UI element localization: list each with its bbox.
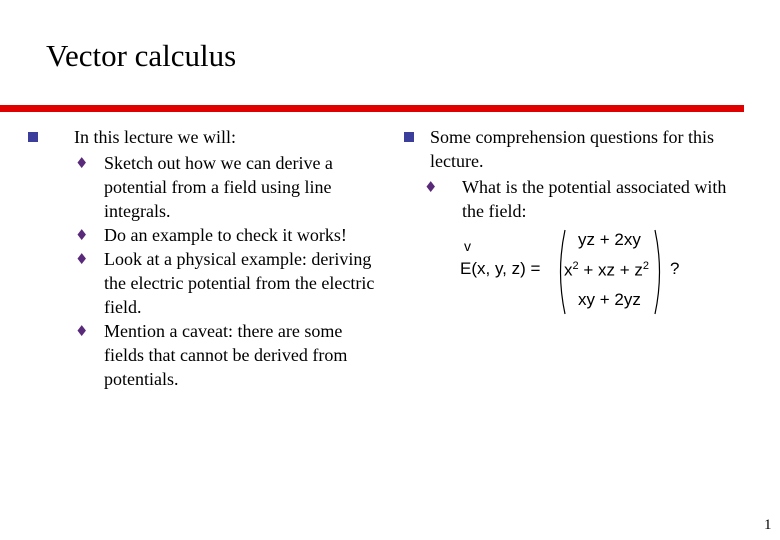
slide-title: Vector calculus [46, 38, 237, 73]
left-sub-list [28, 151, 378, 391]
right-paren-icon [652, 228, 666, 316]
left-column [28, 125, 378, 391]
left-sub-item-text: Sketch out how we can derive a potential from a field using line integrals. [104, 153, 333, 221]
left-sub-item-text: Do an example to check it works! [104, 225, 347, 245]
vector-row-3: xy + 2yz [578, 290, 641, 309]
diamond-bullet-icon: ♦ [75, 154, 89, 172]
diamond-bullet-icon: ♦ [424, 178, 438, 196]
right-column [404, 125, 734, 223]
left-sub-item [28, 247, 378, 319]
field-equation [460, 228, 690, 320]
row2-x: x [564, 260, 573, 280]
square-bullet-icon [28, 132, 38, 142]
row2-exp-1: 2 [572, 260, 579, 272]
equation-lhs: E(x, y, z) = [460, 259, 541, 278]
left-sub-item [28, 223, 378, 247]
vector-arrow-mark: v [464, 238, 471, 254]
equation-question-mark: ? [670, 259, 680, 278]
title-divider [0, 105, 744, 112]
square-bullet-icon [404, 132, 414, 142]
diamond-bullet-icon: ♦ [75, 250, 89, 268]
page-number: 1 [764, 517, 772, 533]
left-intro-item [28, 125, 378, 149]
left-sub-item-text: Look at a physical example: deriving the electric potential from the electric field. [104, 249, 375, 317]
diamond-bullet-icon: ♦ [75, 226, 89, 244]
left-intro-text: In this lecture we will: [74, 127, 236, 147]
right-intro-item [404, 125, 734, 173]
right-sub-list [404, 175, 734, 223]
left-sub-item [28, 319, 378, 391]
diamond-bullet-icon: ♦ [75, 322, 89, 340]
vector-row-2 [564, 260, 649, 281]
left-sub-item-text: Mention a caveat: there are some fields that cannot be derived from potentials. [104, 321, 348, 389]
right-intro-text: Some comprehension questions for this lecture. [430, 127, 714, 171]
right-sub-item-text: What is the potential associated with the field: [462, 177, 727, 221]
right-sub-item [404, 175, 734, 223]
row2-exp-2: 2 [642, 260, 649, 272]
left-sub-item [28, 151, 378, 223]
vector-row-1: yz + 2xy [578, 230, 641, 249]
row2-mid: + xz + z [578, 260, 643, 280]
